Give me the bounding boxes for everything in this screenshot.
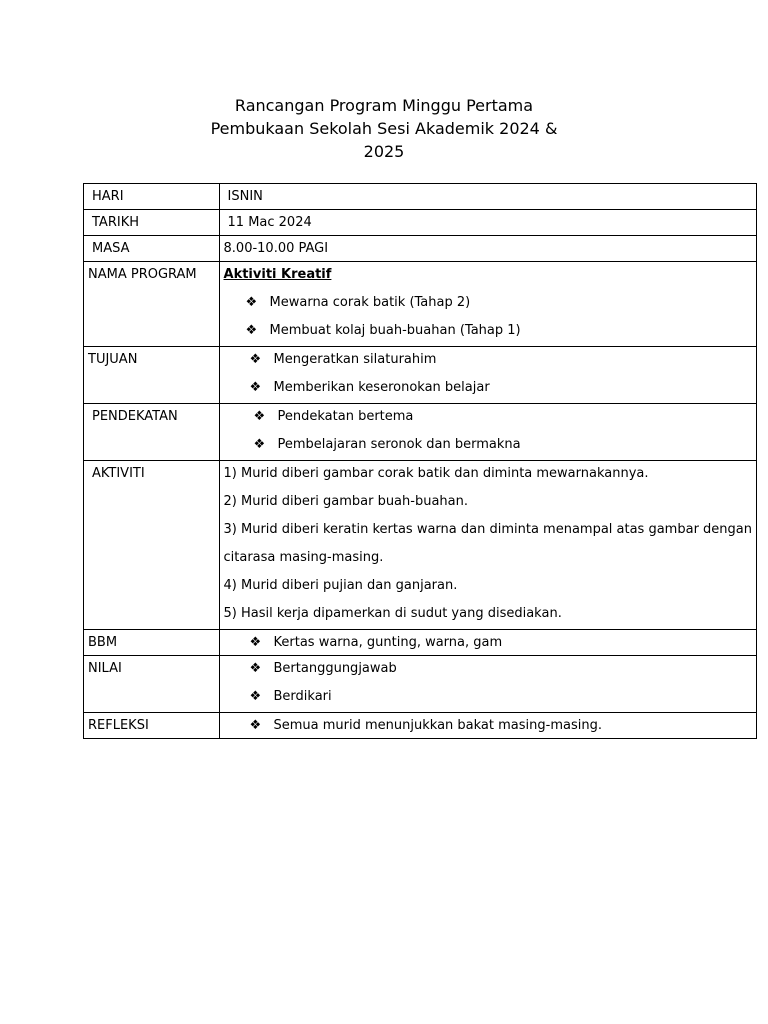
row-masa [84,236,757,262]
title-line-2: Pembukaan Sekolah Sesi Akademik 2024 & [210,119,558,138]
program-item: ❖ Membuat kolaj buah-buahan (Tahap 1) [224,321,752,343]
aktiviti-line: 2) Murid diberi gambar buah-buahan. [223,494,468,509]
label-nama-program: NAMA PROGRAM [88,267,197,282]
row-refleksi [84,713,757,739]
program-heading: Aktiviti Kreatif [223,267,332,282]
tujuan-item: ❖ Mengeratkan silaturahim [224,350,752,378]
row-aktiviti [84,461,757,630]
aktiviti-line: 5) Hasil kerja dipamerkan di sudut yang disediakan. [223,606,562,621]
bullet-icon: ❖ [245,295,258,310]
bbm-item: ❖ Kertas warna, gunting, warna, gam [224,633,752,655]
pendekatan-item: ❖ Pembelajaran seronok dan bermakna [224,435,752,457]
label-hari: HARI [92,189,124,204]
document-title [0,94,768,163]
row-bbm [84,630,757,656]
label-pendekatan: PENDEKATAN [92,409,178,424]
value-tarikh: 11 Mac 2024 [227,215,312,230]
row-tarikh [84,210,757,236]
aktiviti-line: 1) Murid diberi gambar corak batik dan diminta mewarnakannya. [223,466,649,481]
label-masa: MASA [92,241,130,256]
row-hari [84,184,757,210]
program-item: ❖ Mewarna corak batik (Tahap 2) [224,293,752,321]
row-tujuan [84,347,757,404]
bullet-icon: ❖ [249,718,262,733]
program-table [83,183,757,739]
tujuan-item: ❖ Memberikan keseronokan belajar [224,378,752,400]
row-nama-program [84,262,757,347]
title-line-1: Rancangan Program Minggu Pertama [234,96,534,115]
title-line-3: 2025 [363,142,405,161]
refleksi-item: ❖ Semua murid menunjukkan bakat masing-masing. [224,716,752,738]
label-refleksi: REFLEKSI [88,718,149,733]
bullet-icon: ❖ [249,352,262,367]
bullet-icon: ❖ [249,689,262,704]
pendekatan-item: ❖ Pendekatan bertema [224,407,752,435]
label-aktiviti: AKTIVITI [92,466,145,481]
label-tujuan: TUJUAN [88,352,138,367]
bullet-icon: ❖ [249,635,262,650]
bullet-icon: ❖ [245,323,258,338]
row-pendekatan [84,404,757,461]
aktiviti-line: 4) Murid diberi pujian dan ganjaran. [223,578,458,593]
label-tarikh: TARIKH [92,215,139,230]
bullet-icon: ❖ [253,409,266,424]
label-bbm: BBM [88,635,118,650]
bullet-icon: ❖ [253,437,266,452]
bullet-icon: ❖ [249,380,262,395]
nilai-item: ❖ Bertanggungjawab [224,659,752,687]
value-masa: 8.00-10.00 PAGI [223,241,329,256]
nilai-item: ❖ Berdikari [224,687,752,709]
aktiviti-line: citarasa masing-masing. [223,550,384,565]
row-nilai [84,656,757,713]
label-nilai: NILAI [88,661,122,676]
value-hari: ISNIN [227,189,263,204]
bullet-icon: ❖ [249,661,262,676]
aktiviti-line: 3) Murid diberi keratin kertas warna dan diminta menampal atas gambar dengan [223,522,752,537]
